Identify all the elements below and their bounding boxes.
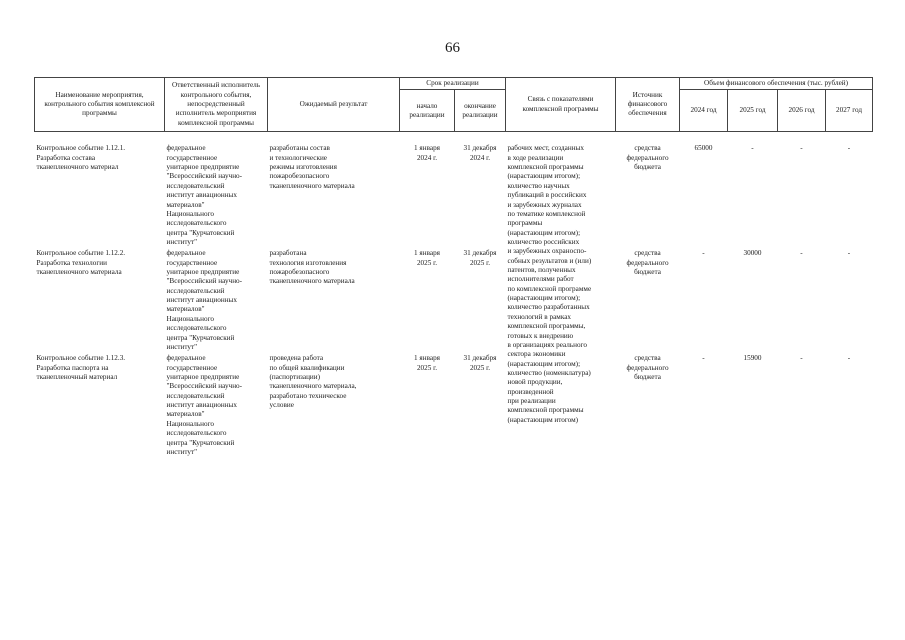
table-row xyxy=(35,352,873,457)
table-row xyxy=(35,132,873,247)
event-end: 31 декабря 2025 г. xyxy=(463,249,497,267)
funding-2027: - xyxy=(847,249,851,258)
header-period: Срок реализации xyxy=(400,78,506,90)
event-name: Контрольное событие 1.12.3. Разработка паспорта на тканепленочный материал xyxy=(36,354,126,381)
event-name: Контрольное событие 1.12.1. Разработка состава тканепленочного материал xyxy=(36,144,126,172)
funding-2027: - xyxy=(847,354,851,363)
funding-2026: - xyxy=(800,354,803,363)
funding-2024: 65000 xyxy=(694,144,713,153)
event-end: 31 декабря 2024 г. xyxy=(463,144,497,162)
funding-source: средства федерального бюджета xyxy=(626,354,669,381)
event-end: 31 декабря 2025 г. xyxy=(463,354,497,372)
event-result: проведена работа по общей квалификации (паспортизации) тканепленочного материала, разработано техническое условие xyxy=(269,354,357,410)
header-source: Источник финансового обеспечения xyxy=(616,78,680,132)
header-link: Связь с показателями комплексной программы xyxy=(506,78,616,132)
funding-2025: - xyxy=(751,144,754,153)
funding-2026: - xyxy=(800,249,803,258)
event-start: 1 января 2025 г. xyxy=(414,354,440,372)
header-2025: 2025 год xyxy=(728,90,778,132)
event-result: разработаны состав и технологические режимы изготовления пожаробезопасного тканепленочного материала xyxy=(269,144,355,190)
funding-table xyxy=(34,77,873,457)
header-name: Наименование мероприятия, контрольного события комплексной программы xyxy=(35,78,165,132)
funding-2024: - xyxy=(702,249,705,258)
page-number: 66 xyxy=(445,40,460,56)
header-start: начало реализации xyxy=(400,90,455,132)
header-result: Ожидаемый результат xyxy=(268,78,400,132)
program-indicators: рабочих мест, созданных в ходе реализации комплексной программы (нарастающим итогом); количество научных публикаций в российских и зарубежных журналах по тематике комплексной программы (нарастающим итогом); количество российских и зарубежных охраноспо- собных результатов и (или) патентов, полученных исполнителями работ по комплексной программе (нарастающим итогом); количество разработанных технологий в рамках комплексной программы, готовых к внедрению в организациях реального сектора экономики (нарастающим итогом); количество (номенклатура) новой продукции, произведенной при реализации комплексной программы (нарастающим итогом) xyxy=(507,144,592,424)
funding-2025: 15900 xyxy=(743,354,762,363)
funding-source: средства федерального бюджета xyxy=(626,249,669,277)
event-start: 1 января 2025 г. xyxy=(414,249,440,267)
header-end: окончание реализации xyxy=(455,90,506,132)
header-responsible: Ответственный исполнитель контрольного события, непосредственный исполнитель мероприятия комплексной программы xyxy=(165,78,268,132)
funding-2024: - xyxy=(702,354,705,363)
header-2024: 2024 год xyxy=(680,90,728,132)
event-name: Контрольное событие 1.12.2. Разработка технологии тканепленочного материала xyxy=(36,249,126,277)
event-result: разработана технология изготовления пожаробезопасного тканепленочного материала xyxy=(269,249,355,286)
table-row xyxy=(35,247,873,352)
funding-2025: 30000 xyxy=(743,249,762,258)
event-responsible: федеральное государственное унитарное предприятие "Всероссийский научно- исследовательский институт авиационных материалов" Национального исследовательского центра "Курчатовский институт" xyxy=(166,144,243,246)
event-responsible: федеральное государственное унитарное предприятие "Всероссийский научно- исследовательский институт авиационных материалов" Национального исследовательского центра "Курчатовский институт" xyxy=(166,354,243,456)
event-start: 1 января 2024 г. xyxy=(414,144,440,162)
funding-2026: - xyxy=(800,144,803,153)
header-funding: Объем финансового обеспечения (тыс. рублей) xyxy=(680,78,873,90)
header-2026: 2026 год xyxy=(778,90,826,132)
funding-2027: - xyxy=(847,144,851,153)
header-2027: 2027 год xyxy=(826,90,873,132)
event-responsible: федеральное государственное унитарное предприятие "Всероссийский научно- исследовательский институт авиационных материалов" Национального исследовательского центра "Курчатовский институт" xyxy=(166,249,243,351)
funding-source: средства федерального бюджета xyxy=(626,144,669,172)
